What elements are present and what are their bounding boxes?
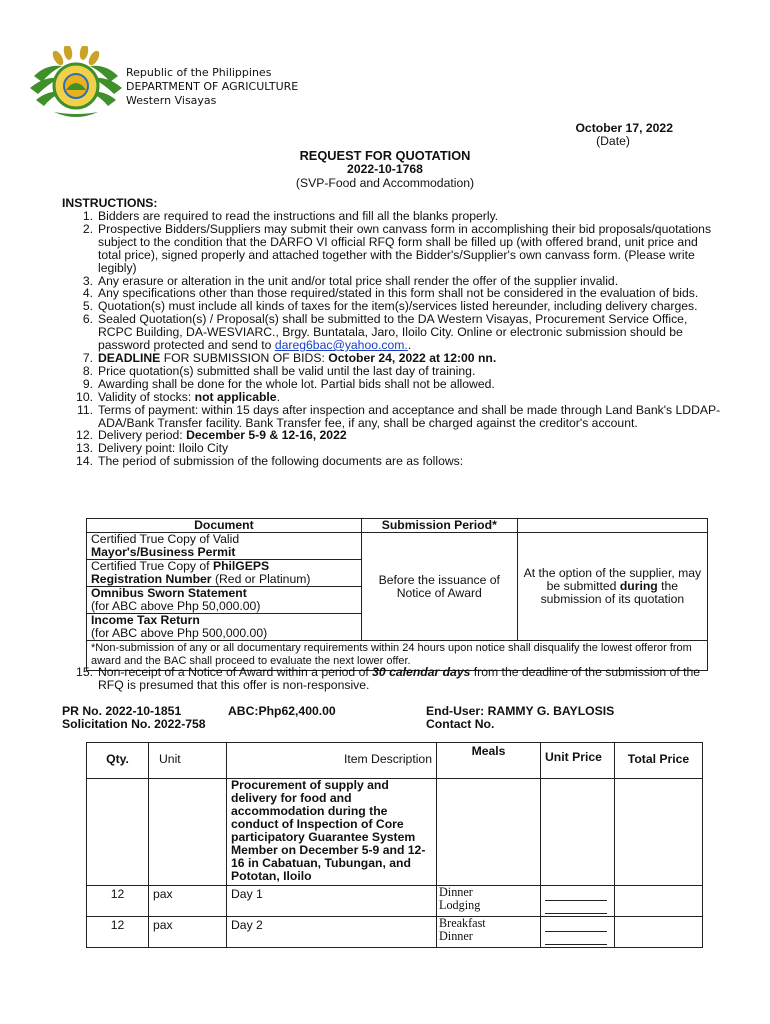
header-meals: Meals — [437, 743, 541, 779]
doc-omnibus: Omnibus Sworn Statement (for ABC above Php 50,000.00) — [87, 587, 362, 614]
instructions-list — [62, 210, 722, 468]
header-republic: Republic of the Philippines — [126, 66, 272, 79]
contact-number: Contact No. — [426, 717, 495, 731]
header-item-description: Item Description — [227, 743, 437, 779]
instruction-item: 12. Delivery period: December 5-9 & 12-16, 2022 — [76, 428, 347, 443]
instruction-item: 13. Delivery point: Iloilo City — [76, 441, 229, 456]
instruction-item: 3. Any erasure or alteration in the unit and/or total price shall render the offer of the supplier invalid. — [82, 273, 619, 288]
instruction-item: 10. Validity of stocks: not applicable. — [76, 389, 280, 404]
header-department: DEPARTMENT OF AGRICULTURE — [126, 80, 299, 93]
period-option: At the option of the supplier, may be submitted during the submission of its quotation — [517, 533, 707, 641]
date-value: October 17, 2022 — [575, 121, 673, 135]
doc-mayors-permit: Certified True Copy of Valid Mayor's/Business Permit — [87, 533, 362, 560]
row2-meals: Breakfast Dinner — [437, 917, 541, 948]
cell-empty — [615, 779, 703, 886]
instruction-item: 4. Any specifications other than those required/stated in this form shall not be considered in the evaluation of bids. — [82, 286, 699, 301]
row1-total-price-field[interactable] — [615, 886, 703, 917]
email-link[interactable]: dareg6bac@yahoo.com. — [274, 338, 408, 353]
instruction-item: 9. Awarding shall be done for the whole lot. Partial bids shall not be allowed. — [82, 376, 495, 391]
instruction-item: 14. The period of submission of the following documents are as follows: — [76, 454, 464, 469]
header-region: Western Visayas — [126, 94, 217, 107]
cell-empty — [541, 779, 615, 886]
empty-header-cell — [517, 519, 707, 533]
col-document: Document — [87, 519, 362, 533]
header-total-price: Total Price — [615, 743, 703, 779]
end-user: End-User: RAMMY G. BAYLOSIS — [426, 704, 615, 718]
cell-empty — [87, 779, 149, 886]
instruction-item: 6. Sealed Quotation(s) / Proposal(s) shall be submitted to the DA Western Visayas, Procurement Service Office, RCPC Building, DA-WESVIARC., Brgy. Buntatala, Jaro, Iloilo City. Online or electronic submission should be password protected and send to dareg6bac@yahoo.com.. — [82, 312, 688, 353]
cell-empty — [149, 779, 227, 886]
cell-empty — [437, 779, 541, 886]
header-unit-price: Unit Price — [541, 743, 615, 779]
instruction-item: 1. Bidders are required to read the instructions and fill all the blanks properly. — [82, 209, 499, 223]
col-submission-period: Submission Period* — [361, 519, 517, 533]
row1-qty: 12 — [87, 886, 149, 917]
doc-philgeps: Certified True Copy of PhilGEPS Registration Number (Red or Platinum) — [87, 560, 362, 587]
page-title: REQUEST FOR QUOTATION — [299, 148, 471, 163]
docs-footnote: *Non-submission of any or all documentary requirements within 24 hours upon notice shall disqualify the lowest offeror from award and the BAC shall proceed to evaluate the next lower offer. — [87, 641, 708, 671]
instruction-item: 8. Price quotation(s) submitted shall be valid until the last day of training. — [82, 363, 476, 378]
items-table — [86, 742, 703, 948]
row2-unit: pax — [149, 917, 227, 948]
rfq-subtitle: (SVP-Food and Accommodation) — [295, 176, 475, 190]
item-description: Procurement of supply and delivery for food and accommodation during the conduct of Inspection of Core participatory Guarantee System Member on December 5-9 and 12-16 in Cabatuan, Tubungan, and Pototan, Iloilo — [227, 779, 437, 886]
row1-unit-price-field[interactable] — [541, 886, 615, 917]
row2-qty: 12 — [87, 917, 149, 948]
rfq-number: 2022-10-1768 — [347, 162, 423, 176]
row1-meals: Dinner Lodging — [437, 886, 541, 917]
instruction-item-15: 15. Non-receipt of a Notice of Award within a period of 30 calendar days from the deadline of the submission of the RFQ is presumed that this offer is non-responsive. — [76, 665, 701, 692]
abc-amount: ABC:Php62,400.00 — [228, 704, 336, 718]
row2-total-price-field[interactable] — [615, 917, 703, 948]
instruction-item: 5. Quotation(s) must include all kinds of taxes for the item(s)/services listed hereunder, including delivery charges. — [82, 299, 698, 314]
department-of-agriculture-logo — [28, 46, 124, 122]
doc-income-tax: Income Tax Return (for ABC above Php 500,000.00) — [87, 614, 362, 641]
instruction-item: 2. Prospective Bidders/Suppliers may submit their own canvass form in accomplishing their bid proposals/quotations subject to the condition that the DARFO VI official RFQ form shall be filled up (with offered brand, unit price and total price), signed properly and attached together with the Bidder's/Supplier's own canvass form. (Please write legibly) — [82, 221, 712, 275]
instructions-heading: INSTRUCTIONS: — [62, 196, 158, 210]
instruction-item: 11. Terms of payment: within 15 days after inspection and acceptance and shall be made through Land Bank's LDDAP-ADA/Bank Transfer facility. Bank Transfer fee, if any, shall be charged against the creditor's account. — [76, 402, 721, 430]
solicitation-number: Solicitation No. 2022-758 — [62, 717, 206, 731]
row2-unit-price-field[interactable] — [541, 917, 615, 948]
date-label: (Date) — [596, 134, 630, 148]
row1-unit: pax — [149, 886, 227, 917]
header-unit: Unit — [149, 743, 227, 779]
instruction-item: 7. DEADLINE FOR SUBMISSION OF BIDS: October 24, 2022 at 12:00 nn. — [82, 350, 497, 365]
pr-number: PR No. 2022-10-1851 — [62, 704, 182, 718]
period-before-award: Before the issuance of Notice of Award — [361, 533, 517, 641]
row2-desc: Day 2 — [227, 917, 437, 948]
documents-table — [86, 518, 708, 671]
row1-desc: Day 1 — [227, 886, 437, 917]
header-qty: Qty. — [87, 743, 149, 779]
